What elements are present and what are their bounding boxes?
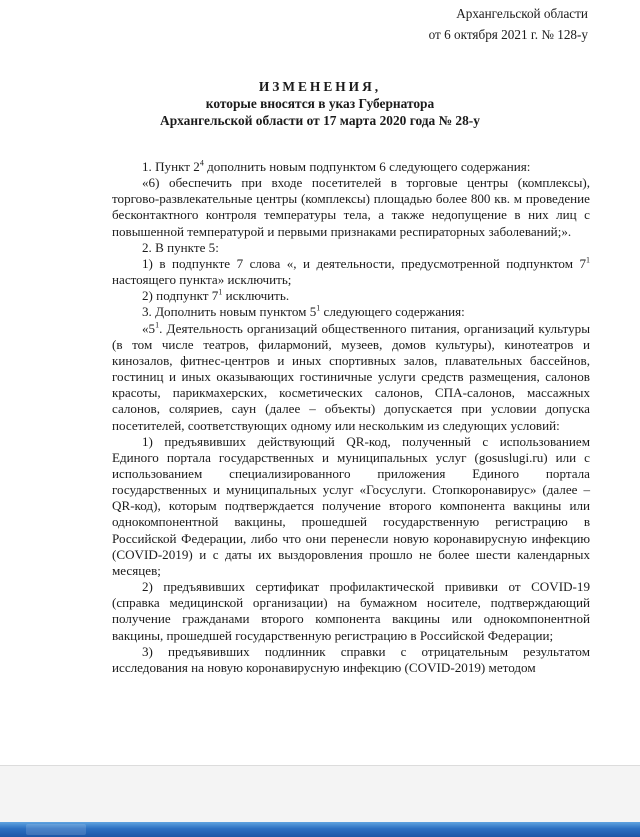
- document-subtitle-reference: Архангельской области от 17 марта 2020 года № 28-у: [160, 113, 480, 128]
- paragraph-1: 1. Пункт $2^4$ дополнить новым подпунктом 6 следующего содержания:: [142, 158, 531, 174]
- paragraph-3: 2. В пункте 5:: [142, 239, 219, 255]
- document-subtitle: которые вносятся в указ Губернатора: [205, 96, 435, 111]
- taskbar: [0, 822, 640, 837]
- paragraph-2: «6) обеспечить при входе посетителей в торговые центры (комплексы), торгово-развлекательные центры (комплексы) площадью более 800 кв. м проведение бесконтактного контроля температуры тела, а также недопущение в них лиц с повышенной температурой и первыми признаками респираторных заболеваний;».: [112, 175, 590, 239]
- paragraph-8: 1) предъявивших действующий QR-код, полученный с использованием Единого портала государственных и муниципальных услуг (gosuslugi.ru) или с использованием специализированного приложения Единого портала государственных и муниципальных услуг «Госуслуги. Стопкоронавирус» (далее – QR-код), которым подтверждается получение второго компонента вакцины или однокомпонентной вакцины, прошедшей государственную регистрацию в Российской Федерации, либо что они перенесли новую коронавирусную инфекцию (COVID-2019) и с даты их выздоровления прошло не более шести календарных месяцев;: [112, 433, 590, 578]
- paragraph-7: «$5^1$. Деятельность организаций общественного питания, организаций культуры (в том числе театров, филармоний, музеев, домов культуры), кинотеатров и кинозалов, фитнес-центров и иных спортивных залов, плавательных бассейнов, гостиниц и иных оказывающих гостиничные услуги средств размещения, салонов красоты, парикмахерских, косметических салонов, СПА-салонов, массажных салонов, соляриев, саун (далее – объекты) допускается при условии допуска посетителей, соответствующих одному или нескольким из следующих условий:: [112, 320, 590, 433]
- paragraph-6: 3. Дополнить новым пунктом $5^1$ следующего содержания:: [142, 304, 465, 320]
- document-title: ИЗМЕНЕНИЯ,: [258, 79, 382, 94]
- paragraph-5: 2) подпункт $7^1$ исключить.: [142, 287, 290, 304]
- paragraph-9: 2) предъявивших сертификат профилактической прививки от COVID-19 (справка медицинской организации) на бумажном носителе, подтверждающий получение гражданами второго компонента вакцины или однокомпонентной вакцины, прошедшей государственную регистрацию в Российской Федерации;: [112, 579, 590, 643]
- paragraph-10: 3) предъявивших подлинник справки с отрицательным результатом исследования на новую коронавирусную инфекцию (COVID-2019) методом: [112, 643, 590, 675]
- header-date-number: от 6 октября 2021 г. № 128-у: [428, 27, 588, 42]
- document-body: [112, 159, 590, 676]
- header-region: Архангельской области: [456, 6, 588, 21]
- paragraph-4: 1) в подпункте 7 слова «, и деятельности, предусмотренной подпунктом $7^1$ настоящего пункта» исключить;: [112, 255, 590, 288]
- taskbar-button[interactable]: [26, 824, 86, 835]
